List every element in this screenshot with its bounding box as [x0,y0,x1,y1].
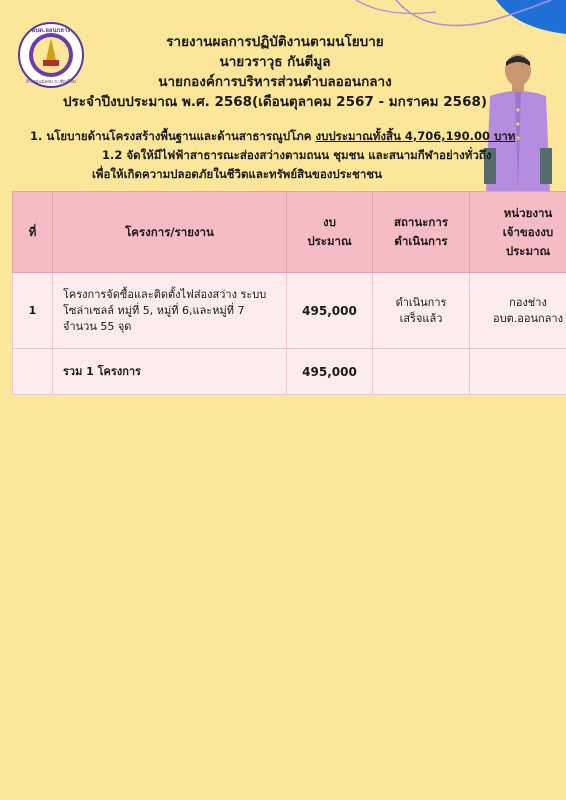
header-project: โครงการ/รายงาน [53,192,287,273]
row-status [373,273,470,349]
total-no [13,349,53,395]
logo-bottom-text: อำเภอแม่ออน จ.เชียงใหม่ [26,80,76,85]
policy-section [30,127,516,184]
row-budget: 495,000 [287,273,373,349]
table-row [13,273,566,349]
header-status [373,192,470,273]
policy-sub-item: 1.2 จัดให้มีไฟฟ้าสาธารณะส่องสว่างตามถนน ชุมชน และสนามกีฬาอย่างทั่วถึง [102,148,492,162]
table-total-row [13,349,566,395]
row-project [53,273,287,349]
fiscal-year: ประจำปีงบประมาณ พ.ศ. 2568(เดือนตุลาคม 2567 - มกราคม 2568) [62,94,488,110]
row-no: 1 [13,273,53,349]
header-no: ที่ [13,192,53,273]
total-unit [470,349,566,395]
total-budget: 495,000 [287,349,373,395]
header-unit-line3: ประมาณ [505,243,551,258]
header-budget-line1: งบ [323,215,336,229]
row-unit [470,273,566,349]
report-header [60,32,490,112]
header-unit [470,192,566,273]
row-status-line2: เสร็จแล้ว [399,311,443,325]
policy-budget: งบประมาณทั้งสิ้น 4,706,190.00 บาท [315,129,516,143]
row-unit-line2: อบต.ออนกลาง [493,311,563,325]
row-project-line1: โครงการจัดซื้อและติดตั้งไฟส่องสว่าง ระบบ [63,287,267,301]
header-unit-line1: หน่วยงาน [503,205,553,220]
row-unit-line1: กองช่าง [509,295,547,309]
table-header-row [13,192,566,273]
row-status-line1: ดำเนินการ [395,295,447,309]
total-label: รวม 1 โครงการ [53,349,287,395]
report-title: รายงานผลการปฏิบัติงานตามนโยบาย [166,34,384,50]
header-budget-line2: ประมาณ [307,234,352,248]
policy-title: 1. นโยบายด้านโครงสร้างพื้นฐานและด้านสาธารณูปโภค [30,129,312,143]
policy-sub-item-continued: เพื่อให้เกิดความปลอดภัยในชีวิตและทรัพย์สินของประชาชน [92,167,382,181]
header-budget [287,192,373,273]
mayor-position: นายกองค์การบริหารส่วนตำบลออนกลาง [158,74,392,90]
row-project-line3: จำนวน 55 จุด [63,319,132,333]
mayor-portrait [482,50,554,192]
logo-top-text: อบต.ออนกลาง [31,27,71,34]
header-status-line1: สถานะการ [393,215,449,229]
mayor-name: นายวราวุธ กันตีมูล [219,54,331,70]
total-status [373,349,470,395]
row-project-line2: โซล่าเซลล์ หมู่ที่ 5, หมู่ที่ 6,และหมู่ที่ 7 [63,303,245,317]
header-status-line2: ดำเนินการ [394,234,448,248]
project-table [12,191,566,395]
header-unit-line2: เจ้าของงบ [502,224,554,239]
